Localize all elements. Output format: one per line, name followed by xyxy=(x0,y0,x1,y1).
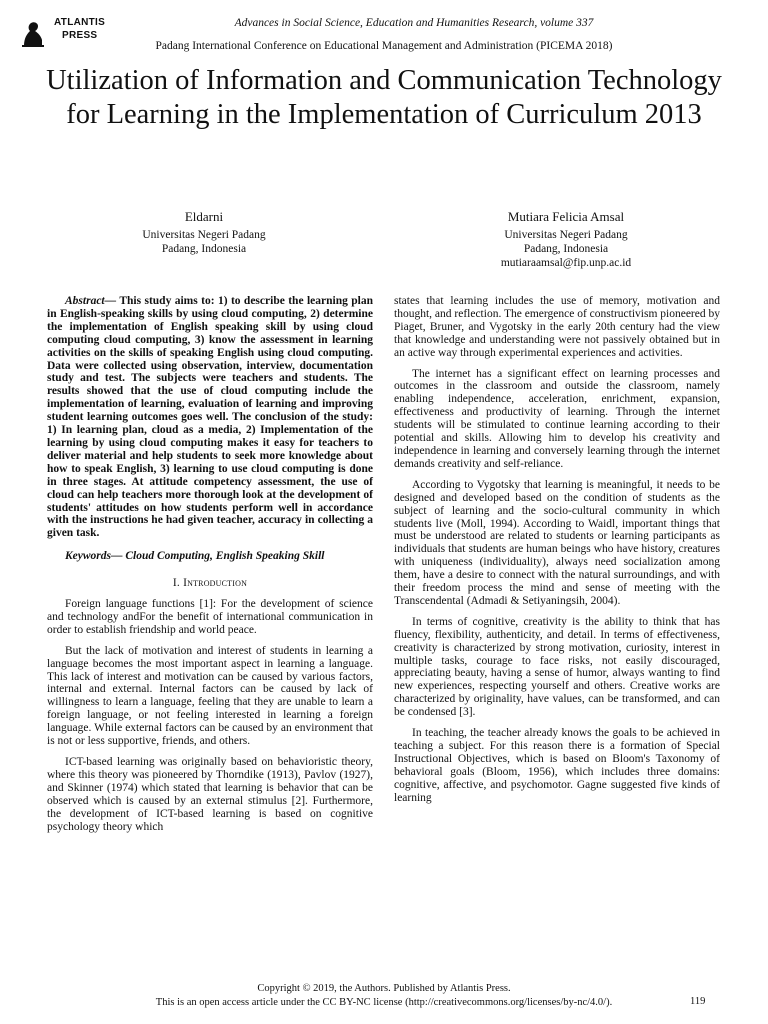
author-name: Eldarni xyxy=(184,209,224,224)
page-footer xyxy=(0,982,768,1010)
author-affiliation: Universitas Negeri Padang xyxy=(504,229,628,241)
body-paragraph: The internet has a significant effect on learning processes and outcomes in the classroom and outside the classroom, namely enabling independence, acceleration, enrichment, expansion, effectiveness and productivity of learning. Through the internet students will be stimulated to continue learning according to their potential and skills. Allowing him to develop his creativity and independence in learning and conversely learning through the internet demands creativity and self-reliance. xyxy=(394,367,720,470)
conference-name: Padang International Conference on Educational Management and Administration (PICEMA 2018) xyxy=(155,40,613,52)
body-paragraph: But the lack of motivation and interest of students in learning a language becomes the most important aspect in learning a language. This lack of interest and motivation can be caused by various factors, internal and external. Internal factors can be caused by lack of willingness to learn a language, feeling that they are unable to learn a foreign language, or not feeling interested in learning a foreign language. While external factors can be caused by an environment that is not or less supportive, friends, and others. xyxy=(47,644,373,748)
author-block xyxy=(436,208,696,270)
body-paragraph: Foreign language functions [1]: For the development of science and technology andFor the benefit of international communication in order to establish friendship and world peace. xyxy=(47,598,373,636)
section-title: Introduction xyxy=(183,577,248,590)
abstract xyxy=(47,295,373,540)
right-column xyxy=(394,295,720,813)
page-number: 119 xyxy=(690,996,706,1007)
publisher-name-line2: PRESS xyxy=(62,30,98,41)
copyright-notice: Copyright © 2019, the Authors. Published by Atlantis Press. xyxy=(257,983,511,994)
license-notice: This is an open access article under the CC BY-NC license (http://creativecommons.org/licenses/by-nc/4.0/). xyxy=(155,997,613,1008)
journal-name: Advances in Social Science, Education and Humanities Research, volume 337 xyxy=(234,17,594,29)
section-heading xyxy=(47,577,373,590)
body-paragraph: states that learning includes the use of memory, motivation and thought, and reflection. The emergence of constructivism pioneered by Piaget, Bruner, and Vygotsky in the early 20th century had the view that knowledge and understanding were not passively obtained but in an active way through experimental experiences and activities. xyxy=(394,295,720,359)
keywords: Keywords— Cloud Computing, English Speaking Skill xyxy=(65,550,325,563)
author-location: Padang, Indonesia xyxy=(523,243,609,255)
body-paragraph: According to Vygotsky that learning is meaningful, it needs to be designed and developed based on the condition of students as the subject of learning and the socio-cultural community in which students live (Moll, 1994). According to Waidl, important things that must be understood are related to students or learning participants as individuals that students are human beings who have history, creatures with uniqueness (individuality), always need socialization among them, have a desire to connect with the natural surroundings, and with their freedom process the mind and sense of meeting with the Transcendental (Admadi & Setiyaningsih, 2004). xyxy=(394,478,720,607)
abstract-label: Abstract— xyxy=(65,295,117,307)
author-email: mutiaraamsal@fip.unp.ac.id xyxy=(500,257,632,269)
author-location: Padang, Indonesia xyxy=(161,243,247,255)
abstract-text: This study aims to: 1) to describe the learning plan in English-speaking skills by using cloud computing, 2) determine the implementation of English speaking skill by using cloud computing cloud computing, 3) know the assessment in learning activities on the skills of speaking English using cloud computing. Data were collected using observation, interview, documentation study and test. The subjects were teachers and students. The results showed that the use of cloud computing include the implementation of learning, evaluation of learning and improving student learning outcomes goes well. The conclusion of the study: 1) In learning plan, cloud as a media, 2) Implementation of the learning by using cloud computing makes it easy for teachers to deliver material and help students to seek more knowledge about how to speak English, 3) learning to use cloud computing is done in three stages. At attitude competency assessment, the use of cloud can help teachers more thorough look at the development of students' attitudes on how students perform well in accordance with the instructions he had given teacher, accuracy in collecting a given task. xyxy=(47,295,373,540)
left-column xyxy=(47,295,373,841)
body-paragraph: In teaching, the teacher already knows the goals to be achieved in teaching a subject. For this reason there is a formation of Special Instructional Objectives, which is based on Bloom's Taxonomy of behavioral goals (Bloom, 1956), which includes three domains: cognitive, affective, and psychomotor. Gagne suggested five kinds of learning xyxy=(394,727,720,804)
author-name: Mutiara Felicia Amsal xyxy=(507,209,625,224)
publisher-name: ATLANTIS xyxy=(54,17,106,28)
author-block xyxy=(74,208,334,256)
author-affiliation: Universitas Negeri Padang xyxy=(142,229,266,241)
body-paragraph: ICT-based learning was originally based on behavioristic theory, where this theory was pioneered by Thorndike (1913), Pavlov (1927), and Skinner (1974) which stated that learning is behavior that can be observed which is caused by an external stimulus [2]. Furthermore, the development of ICT-based learning is based on cognitive psychology theory which xyxy=(47,756,373,833)
body-paragraph: In terms of cognitive, creativity is the ability to think that has fluency, flexibility, authenticity, and detail. In terms of effectiveness, creativity is characterized by strong motivation, curiosity, interest in multiple tasks, courage to face risks, not easily discouraged, appreciating beauty, having a sense of humor, always wanting to find new experiences, respecting yourself and others. Creative works are characterized by originality, have values, can be transformed, and can be condensed [3]. xyxy=(394,615,720,719)
paper-title: Utilization of Information and Communication Technology for Learning in the Implementation of Curriculum 2013 xyxy=(46,65,722,130)
section-number: I. xyxy=(172,577,180,590)
